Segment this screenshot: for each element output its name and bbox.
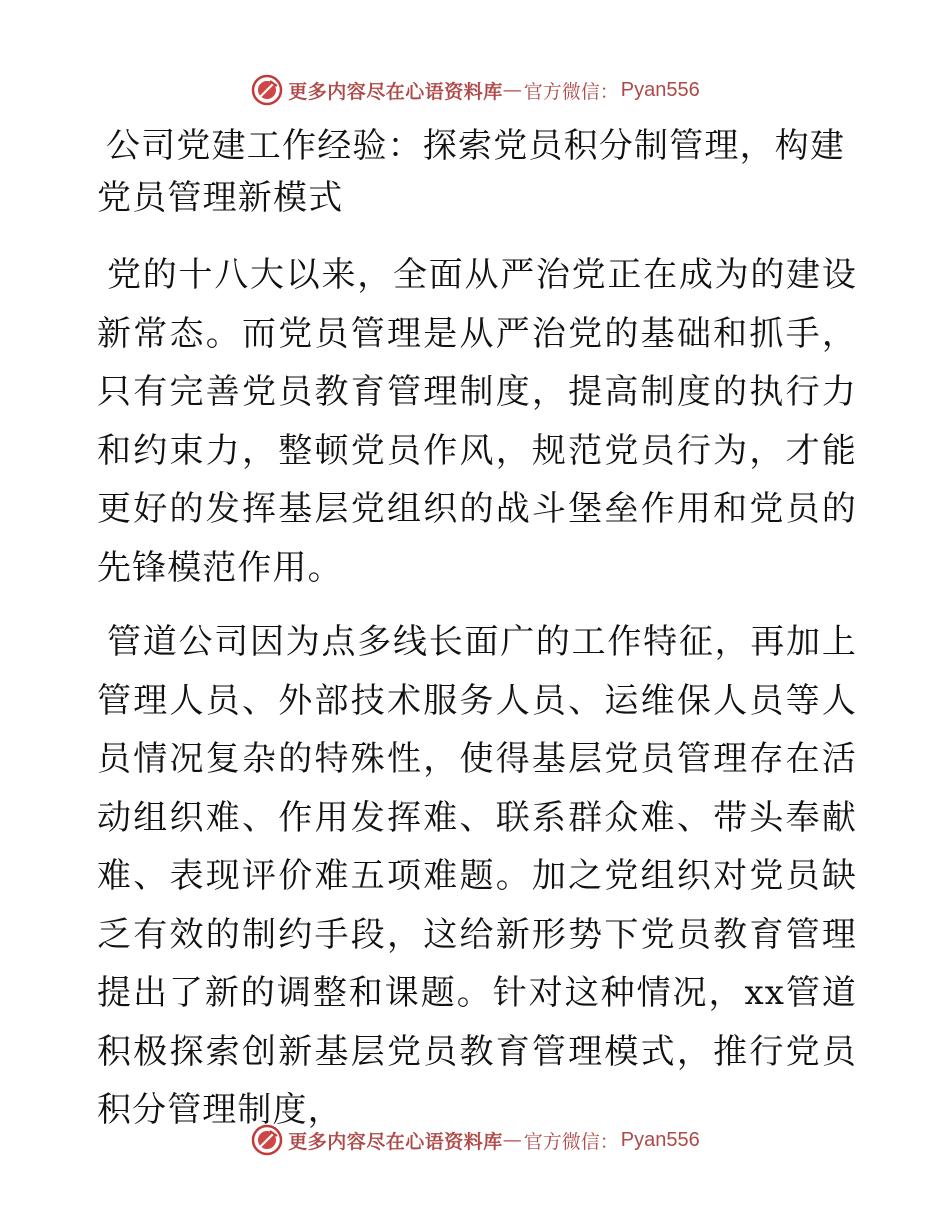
document-title: 公司党建工作经验：探索党员积分制管理，构建党员管理新模式 [97, 126, 846, 218]
watermark-wechat-label: 官方微信： [523, 1130, 619, 1153]
red-seal-logo-icon [250, 1123, 284, 1157]
document-body [97, 120, 857, 1140]
watermark-dash: — [502, 1129, 522, 1151]
header-watermark [0, 70, 950, 110]
watermark-text: 更多内容尽在心语资料库 [288, 1130, 503, 1153]
footer-watermark [0, 1120, 950, 1160]
red-seal-logo-icon [250, 73, 284, 107]
watermark-text: 更多内容尽在心语资料库 [288, 80, 503, 103]
watermark-wechat-id: Pyan556 [620, 78, 700, 101]
watermark-wechat-label: 官方微信： [523, 80, 619, 103]
watermark-dash: — [502, 79, 522, 101]
paragraph-2: 管道公司因为点多线长面广的工作特征，再加上管理人员、外部技术服务人员、运维保人员等人员情况复杂的特殊性，使得基层党员管理存在活动组织难、作用发挥难、联系群众难、带头奉献难、表现评价难五项难题。加之党组织对党员缺乏有效的制约手段，这给新形势下党员教育管理提出了新的调整和课题。针对这种情况，xx管道积极探索创新基层党员教育管理模式，推行党员积分管理制度， [97, 622, 857, 1130]
watermark-wechat-id: Pyan556 [620, 1128, 700, 1151]
paragraph-1: 党的十八大以来，全面从严治党正在成为的建设新常态。而党员管理是从严治党的基础和抓手，只有完善党员教育管理制度，提高制度的执行力和约束力，整顿党员作风，规范党员行为，才能更好的发挥基层党组织的战斗堡垒作用和党员的先锋模范作用。 [97, 255, 857, 588]
